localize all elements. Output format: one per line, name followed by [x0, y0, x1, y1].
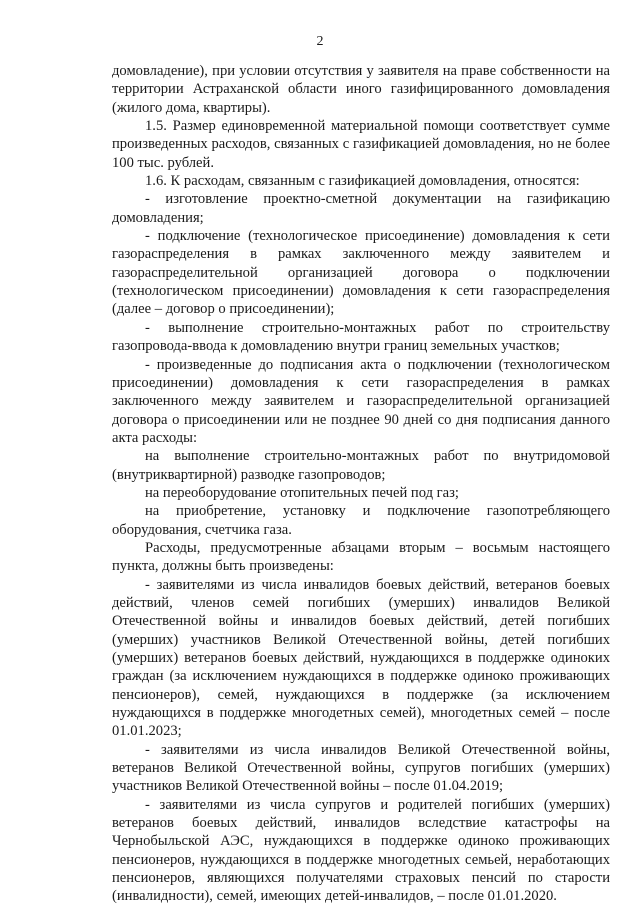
list-item-category-2020: - заявителями из числа супругов и родителей погибших (умерших) ветеранов боевых действий, инвалидов вследствие катастрофы на Чернобыльской АЭС, нуждающихся в поддержке одиноко проживающих пенсионеров, нуждающихся в поддержке многодетных семьей, неработающих пенсионеров, являющихся получателями страховых пенсий по старости (инвалидности), семей, имеющих детей-инвалидов, – после 01.01.2020.: [112, 796, 610, 905]
paragraph-continuation: домовладение), при условии отсутствия у заявителя на праве собственности на территории Астраханской области иного газифицированного домовладения (жилого дома, квартиры).: [112, 63, 610, 116]
sub-item-equipment: на приобретение, установку и подключение газопотребляющего оборудования, счетчика газа.: [112, 503, 610, 538]
list-item-construction: - выполнение строительно-монтажных работ по строительству газопровода-ввода к домовладению внутри границ земельных участков;: [112, 319, 610, 355]
list-item-prior-expenses: - произведенные до подписания акта о подключении (технологическом присоединении) домовладения к сети газораспределения в рамках заключенного между заявителем и газораспределительной организацией договора о присоединении или не позднее 90 дней со дня подписания данного акта расходы:: [112, 356, 610, 446]
document-body: [112, 62, 610, 906]
list-item-category-2019: - заявителями из числа инвалидов Великой Отечественной войны, ветеранов Великой Отечественной войны, супругов погибших (умерших) участников Великой Отечественной войны – после 01.04.2019;: [112, 741, 610, 795]
list-item-design-docs: - изготовление проектно-сметной документации на газификацию домовладения;: [112, 191, 610, 226]
paragraph-item-1-5: 1.5. Размер единовременной материальной помощи соответствует сумме произведенных расходов, связанных с газификацией домовладения, но не более 100 тыс. рублей.: [112, 118, 610, 171]
sub-item-internal-piping: на выполнение строительно-монтажных работ по внутридомовой (внутриквартирной) разводке газопроводов;: [112, 448, 610, 483]
list-item-category-2023: - заявителями из числа инвалидов боевых действий, ветеранов боевых действий, членов семей погибших (умерших) инвалидов Великой Отечественной войны и инвалидов боевых действий, детей погибших (умерших) участников Великой Отечественной войны, детей погибших (умерших) ветеранов боевых действий, нуждающихся в поддержке одиноких граждан (за исключением нуждающихся в поддержке одиноко проживающих пенсионеров), семей, нуждающихся в поддержке (за исключением нуждающихся в поддержке многодетных семей), многодетных семей – после 01.01.2023;: [112, 576, 610, 740]
paragraph-item-1-6: 1.6. К расходам, связанным с газификацией домовладения, относятся:: [145, 173, 580, 190]
page-number: 2: [316, 34, 324, 49]
sub-item-stove-conversion: на переоборудование отопительных печей под газ;: [145, 484, 459, 501]
paragraph-expenses-terms: Расходы, предусмотренные абзацами вторым – восьмым настоящего пункта, должны быть произведены:: [112, 539, 610, 575]
list-item-connection: - подключение (технологическое присоединение) домовладения к сети газораспределения в рамках заключенного между заявителем и газораспределительной организацией договора о подключении (технологическом присоединении) домовладения к сети газораспределения (далее – договор о присоединении);: [112, 228, 610, 318]
